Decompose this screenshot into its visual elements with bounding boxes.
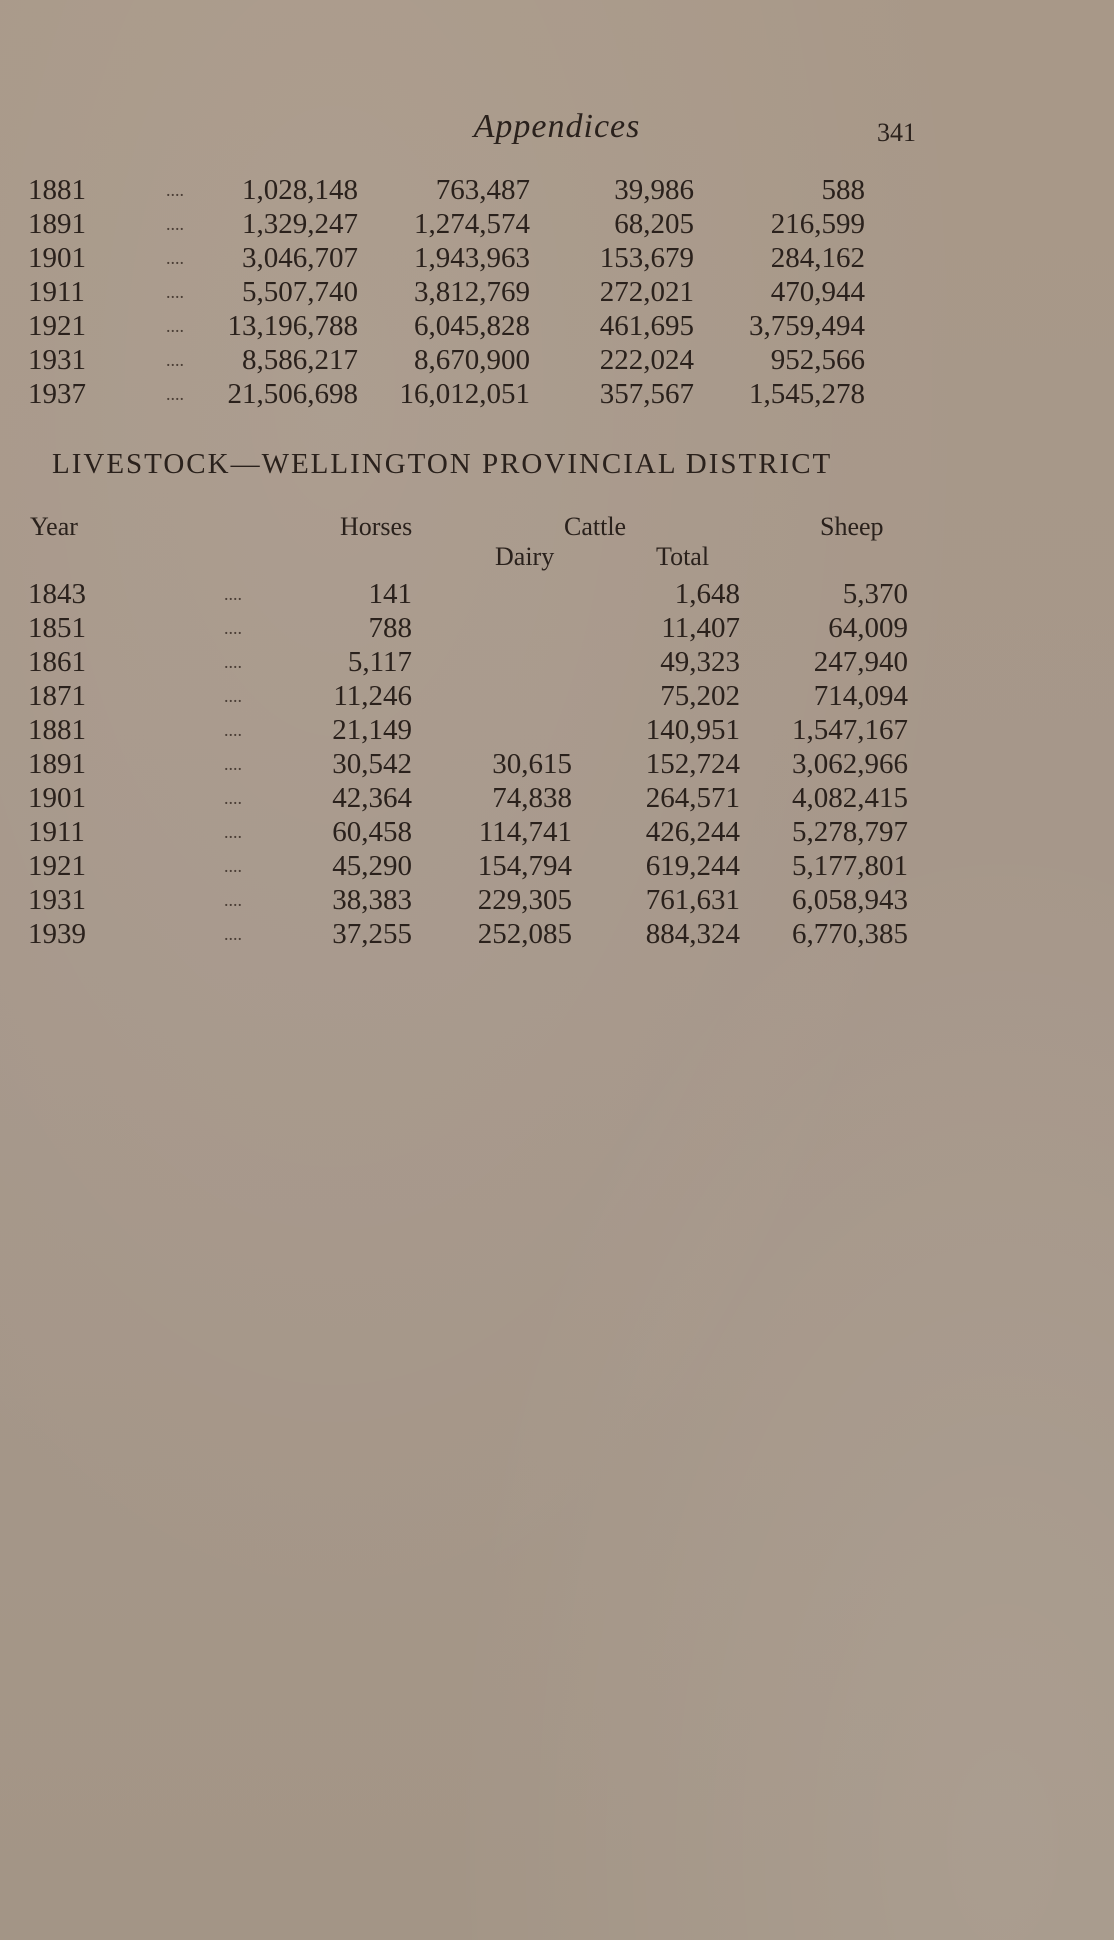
year-cell: 1891 (28, 208, 86, 240)
horses-cell: 42,364 (332, 782, 412, 814)
sheep-cell: 6,770,385 (792, 918, 908, 950)
total-cell: 426,244 (645, 816, 740, 848)
value-cell: 153,679 (599, 242, 694, 274)
page-header-title: Appendices (473, 108, 641, 145)
total-cell: 152,724 (645, 748, 740, 780)
value-cell: 470,944 (770, 276, 865, 308)
table-row (0, 576, 1114, 612)
total-cell: 884,324 (645, 918, 740, 950)
dairy-cell: 229,305 (477, 884, 572, 916)
column-header-sheep: Sheep (820, 512, 884, 541)
table-row (0, 342, 1114, 378)
value-cell: 3,812,769 (414, 276, 530, 308)
value-cell: 1,545,278 (749, 378, 865, 410)
sheep-cell: 5,177,801 (792, 850, 908, 882)
horses-cell: 11,246 (333, 680, 412, 712)
value-cell: 1,028,148 (242, 174, 358, 206)
dairy-cell: 30,615 (492, 748, 572, 780)
value-cell: 21,506,698 (227, 378, 358, 410)
horses-cell: 45,290 (332, 850, 412, 882)
year-cell: 1931 (28, 344, 86, 376)
leader-dots: .... (166, 248, 184, 268)
value-cell: 1,943,963 (414, 242, 530, 274)
value-cell: 1,329,247 (242, 208, 358, 240)
table-row (0, 746, 1114, 782)
value-cell: 8,586,217 (242, 344, 358, 376)
year-cell: 1843 (28, 578, 86, 610)
horses-cell: 60,458 (332, 816, 412, 848)
table-row (0, 678, 1114, 714)
dairy-cell: 252,085 (477, 918, 572, 950)
table-row (0, 206, 1114, 242)
total-cell: 11,407 (661, 612, 740, 644)
sheep-cell: 1,547,167 (792, 714, 908, 746)
horses-cell: 5,117 (347, 646, 412, 678)
table-row (0, 644, 1114, 680)
sheep-cell: 714,094 (813, 680, 908, 712)
value-cell: 16,012,051 (399, 378, 530, 410)
table-row (0, 780, 1114, 816)
leader-dots: .... (166, 350, 184, 370)
table-row (0, 712, 1114, 748)
leader-dots: .... (166, 316, 184, 336)
value-cell: 357,567 (599, 378, 694, 410)
year-cell: 1881 (28, 714, 86, 746)
year-cell: 1891 (28, 748, 86, 780)
table-row (0, 172, 1114, 208)
leader-dots: .... (224, 924, 242, 944)
year-cell: 1861 (28, 646, 86, 678)
column-header-total: Total (656, 542, 710, 571)
year-cell: 1921 (28, 850, 86, 882)
value-cell: 3,759,494 (749, 310, 865, 342)
value-cell: 5,507,740 (242, 276, 358, 308)
value-cell: 8,670,900 (414, 344, 530, 376)
leader-dots: .... (166, 384, 184, 404)
page-number: 341 (877, 118, 916, 147)
table-row (0, 916, 1114, 952)
column-header-cattle: Cattle (564, 512, 627, 541)
total-cell: 264,571 (645, 782, 740, 814)
leader-dots: .... (224, 890, 242, 910)
year-cell: 1921 (28, 310, 86, 342)
value-cell: 6,045,828 (414, 310, 530, 342)
value-cell: 588 (821, 174, 865, 206)
total-cell: 761,631 (645, 884, 740, 916)
column-header-year: Year (30, 512, 78, 541)
table-row (0, 240, 1114, 276)
dairy-cell: 114,741 (478, 816, 572, 848)
leader-dots: .... (166, 282, 184, 302)
year-cell: 1851 (28, 612, 86, 644)
value-cell: 222,024 (599, 344, 694, 376)
section-title: LIVESTOCK—WELLINGTON PROVINCIAL DISTRICT (52, 448, 833, 480)
value-cell: 1,274,574 (414, 208, 530, 240)
leader-dots: .... (224, 822, 242, 842)
year-cell: 1911 (28, 276, 85, 308)
value-cell: 952,566 (770, 344, 865, 376)
column-header-horses: Horses (340, 512, 413, 541)
table-row (0, 610, 1114, 646)
leader-dots: .... (224, 652, 242, 672)
leader-dots: .... (224, 720, 242, 740)
sheep-cell: 5,370 (842, 578, 908, 610)
sheep-cell: 6,058,943 (792, 884, 908, 916)
leader-dots: .... (166, 214, 184, 234)
year-cell: 1901 (28, 242, 86, 274)
year-cell: 1931 (28, 884, 86, 916)
year-cell: 1881 (28, 174, 86, 206)
horses-cell: 38,383 (332, 884, 412, 916)
total-cell: 140,951 (645, 714, 740, 746)
table-row (0, 814, 1114, 850)
total-cell: 49,323 (660, 646, 740, 678)
dairy-cell: 74,838 (492, 782, 572, 814)
value-cell: 39,986 (614, 174, 694, 206)
sheep-cell: 64,009 (828, 612, 908, 644)
total-cell: 75,202 (660, 680, 740, 712)
horses-cell: 30,542 (332, 748, 412, 780)
value-cell: 3,046,707 (242, 242, 358, 274)
leader-dots: .... (166, 180, 184, 200)
horses-cell: 37,255 (332, 918, 412, 950)
leader-dots: .... (224, 754, 242, 774)
leader-dots: .... (224, 788, 242, 808)
horses-cell: 21,149 (332, 714, 412, 746)
dairy-cell: 154,794 (477, 850, 572, 882)
leader-dots: .... (224, 856, 242, 876)
sheep-cell: 4,082,415 (792, 782, 908, 814)
total-cell: 1,648 (674, 578, 740, 610)
value-cell: 763,487 (435, 174, 530, 206)
value-cell: 216,599 (770, 208, 865, 240)
year-cell: 1901 (28, 782, 86, 814)
value-cell: 284,162 (770, 242, 865, 274)
leader-dots: .... (224, 686, 242, 706)
table-row (0, 882, 1114, 918)
sheep-cell: 3,062,966 (792, 748, 908, 780)
column-header-dairy: Dairy (495, 542, 555, 571)
value-cell: 68,205 (614, 208, 694, 240)
value-cell: 461,695 (599, 310, 694, 342)
sheep-cell: 5,278,797 (792, 816, 908, 848)
table-row (0, 376, 1114, 412)
sheep-cell: 247,940 (813, 646, 908, 678)
horses-cell: 788 (368, 612, 412, 644)
total-cell: 619,244 (645, 850, 740, 882)
leader-dots: .... (224, 618, 242, 638)
year-cell: 1871 (28, 680, 86, 712)
table-row (0, 848, 1114, 884)
table-row (0, 308, 1114, 344)
horses-cell: 141 (368, 578, 412, 610)
table-row (0, 274, 1114, 310)
leader-dots: .... (224, 584, 242, 604)
value-cell: 13,196,788 (227, 310, 358, 342)
year-cell: 1937 (28, 378, 86, 410)
year-cell: 1911 (28, 816, 85, 848)
year-cell: 1939 (28, 918, 86, 950)
value-cell: 272,021 (599, 276, 694, 308)
